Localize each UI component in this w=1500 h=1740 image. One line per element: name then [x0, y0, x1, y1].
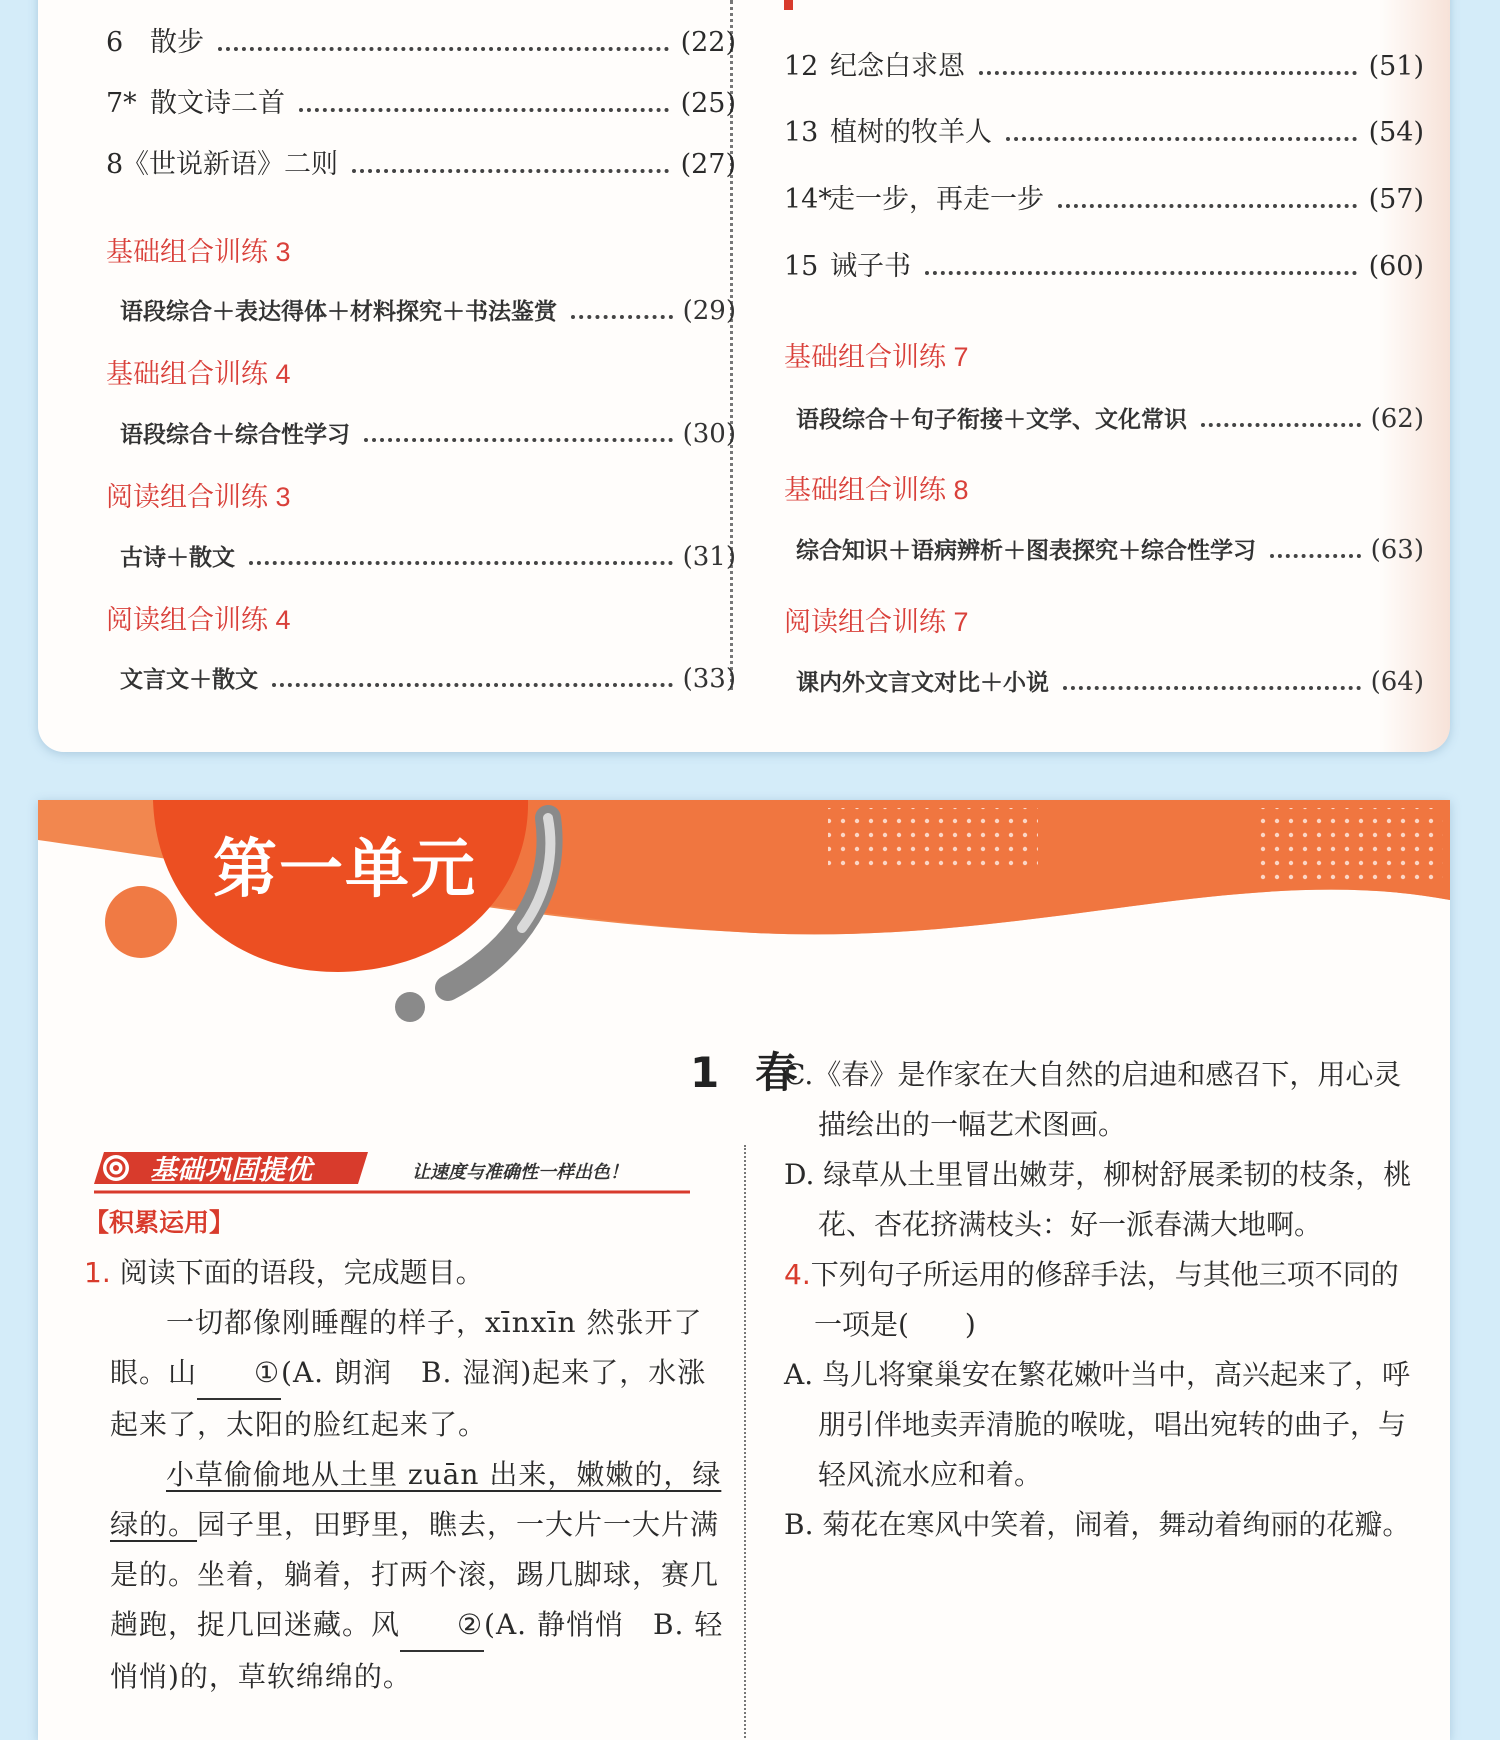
passage-text: 一切都像刚睡醒的样子，xīnxīn 然张开了眼。山	[110, 1306, 703, 1389]
question-stem: 阅读下面的语段，完成题目。	[119, 1256, 484, 1289]
answer-blank[interactable]: ②	[400, 1600, 484, 1652]
toc-entry[interactable]	[784, 44, 1424, 83]
entry-page: (31)	[682, 542, 736, 572]
sub-title: 古诗＋散文	[120, 544, 235, 571]
leader-dots	[249, 561, 673, 565]
entry-number: 13	[784, 117, 819, 148]
toc-entry[interactable]	[784, 244, 1424, 283]
toc-sub-entry[interactable]	[120, 539, 736, 572]
lesson-name: 春	[755, 1048, 798, 1097]
leader-dots	[352, 169, 669, 173]
question-4	[784, 1250, 1424, 1350]
toc-entry[interactable]	[106, 20, 736, 59]
option-text: A. 鸟儿将窠巢安在繁花嫩叶当中，高兴起来了，呼朋引伴地卖弄清脆的喉咙，唱出宛转的曲子，与轻风流水应和着。	[784, 1358, 1411, 1491]
leader-dots	[218, 47, 669, 51]
entry-page: (22)	[680, 27, 736, 58]
section-title: 阅读组合训练 7	[784, 607, 969, 637]
sub-title: 语段综合＋表达得体＋材料探究＋书法鉴赏	[120, 298, 557, 325]
toc-page	[38, 0, 1450, 752]
toc-sub-entry[interactable]	[796, 401, 1424, 434]
leader-dots	[364, 438, 673, 442]
question-passage	[84, 1298, 724, 1702]
toc-entry[interactable]	[784, 110, 1424, 149]
section-title: 阅读组合训练 4	[106, 605, 291, 635]
entry-page: (25)	[680, 88, 736, 119]
toc-sub-entry[interactable]	[796, 532, 1424, 565]
lesson-title	[690, 1040, 797, 1100]
entry-page: (62)	[1370, 404, 1424, 434]
section-title: 基础组合训练 7	[784, 342, 969, 372]
passage-text: (A. 朗润 B. 湿润)起来了，水涨起来了，太阳的脸红起来了。	[110, 1356, 707, 1441]
toc-sub-entry[interactable]	[120, 416, 736, 449]
entry-page: (51)	[1368, 51, 1424, 82]
entry-title: 走一步，再走一步	[828, 184, 1044, 215]
leader-dots	[1201, 423, 1361, 427]
leader-dots	[1270, 554, 1361, 558]
entry-page: (57)	[1368, 184, 1424, 215]
entry-number: 15	[784, 251, 819, 282]
option-a[interactable]	[784, 1350, 1424, 1500]
section-title: 基础组合训练 8	[784, 475, 969, 505]
entry-page: (33)	[682, 664, 736, 694]
leader-dots	[299, 108, 669, 112]
entry-number: 6	[106, 27, 124, 58]
sub-title: 课内外文言文对比＋小说	[796, 669, 1049, 696]
entry-title: 植树的牧羊人	[830, 117, 992, 148]
entry-title: 《世说新语》二则	[122, 149, 338, 180]
red-marker	[784, 0, 793, 10]
entry-page: (29)	[682, 296, 736, 326]
entry-page: (63)	[1370, 535, 1424, 565]
sub-title: 文言文＋散文	[120, 666, 258, 693]
toc-entry[interactable]	[784, 177, 1424, 216]
option-c[interactable]	[784, 1050, 1424, 1150]
leader-dots	[1063, 686, 1361, 690]
leader-dots	[272, 683, 673, 687]
column-divider	[744, 1145, 746, 1740]
entry-page: (30)	[682, 419, 736, 449]
right-column	[784, 1050, 1424, 1550]
option-b[interactable]	[784, 1500, 1424, 1550]
entry-number: 8	[106, 149, 124, 180]
section-label: 基础巩固提优	[150, 1155, 312, 1186]
toc-entry[interactable]	[106, 81, 736, 120]
toc-sub-entry[interactable]	[120, 661, 736, 694]
entry-page: (64)	[1370, 667, 1424, 697]
section-title: 基础组合训练 3	[106, 237, 291, 267]
entry-page: (27)	[680, 149, 736, 180]
entry-number: 14*	[784, 184, 832, 215]
entry-number: 12	[784, 51, 819, 82]
question-1	[84, 1248, 724, 1298]
question-stem: 下列句子所运用的修辞手法，与其他三项不同的一项是( )	[810, 1258, 1399, 1341]
question-number: 4.	[784, 1258, 811, 1291]
toc-entry[interactable]	[106, 142, 736, 181]
leader-dots	[571, 315, 673, 319]
section-slogan: 让速度与准确性一样出色！	[412, 1162, 628, 1183]
leader-dots	[1006, 137, 1357, 141]
entry-title: 诫子书	[830, 251, 911, 282]
leader-dots	[925, 271, 1357, 275]
entry-page: (60)	[1368, 251, 1424, 282]
category-label: 【积累运用】	[84, 1208, 235, 1237]
unit-title: 第一单元	[213, 833, 477, 905]
leader-dots	[979, 71, 1357, 75]
entry-title: 散文诗二首	[150, 88, 285, 119]
passage-text: 园子里，田野里，瞧去，一大片一大片满是的。坐着，躺着，打两个滚，踢几脚球，赛几趟跑，捉几回迷藏。风	[110, 1508, 720, 1641]
option-d[interactable]	[784, 1150, 1424, 1250]
section-header	[90, 1146, 690, 1194]
answer-blank[interactable]: ①	[197, 1348, 281, 1400]
section-title: 阅读组合训练 3	[106, 482, 291, 512]
option-text: B. 菊花在寒风中笑着，闹着，舞动着绚丽的花瓣。	[784, 1508, 1411, 1541]
section-title: 基础组合训练 4	[106, 359, 291, 389]
toc-sub-entry[interactable]	[796, 664, 1424, 697]
underlined-sentence: 小草偷偷地从土里 zuān 出来，嫩嫩的，绿绿的。	[110, 1458, 722, 1541]
sub-title: 语段综合＋综合性学习	[120, 421, 350, 448]
left-column	[84, 1198, 724, 1702]
entry-page: (54)	[1368, 117, 1424, 148]
unit-page	[38, 800, 1450, 1740]
question-number: 1.	[84, 1256, 111, 1289]
entry-title: 散步	[150, 27, 204, 58]
option-text: C.《春》是作家在大自然的启迪和感召下，用心灵描绘出的一幅艺术图画。	[784, 1058, 1402, 1141]
sub-title: 综合知识＋语病辨析＋图表探究＋综合性学习	[796, 537, 1256, 564]
toc-sub-entry[interactable]	[120, 293, 736, 326]
entry-title: 纪念白求恩	[830, 51, 965, 82]
sub-title: 语段综合＋句子衔接＋文学、文化常识	[796, 406, 1187, 433]
passage-text: (A. 静悄悄 B. 轻悄悄)的，草软绵绵的。	[110, 1608, 724, 1693]
lesson-number: 1	[690, 1048, 720, 1097]
leader-dots	[1058, 204, 1357, 208]
entry-number: 7*	[106, 88, 137, 119]
option-text: D. 绿草从土里冒出嫩芽，柳树舒展柔韧的枝条，桃花、杏花挤满枝头：好一派春满大地啊。	[784, 1158, 1412, 1241]
